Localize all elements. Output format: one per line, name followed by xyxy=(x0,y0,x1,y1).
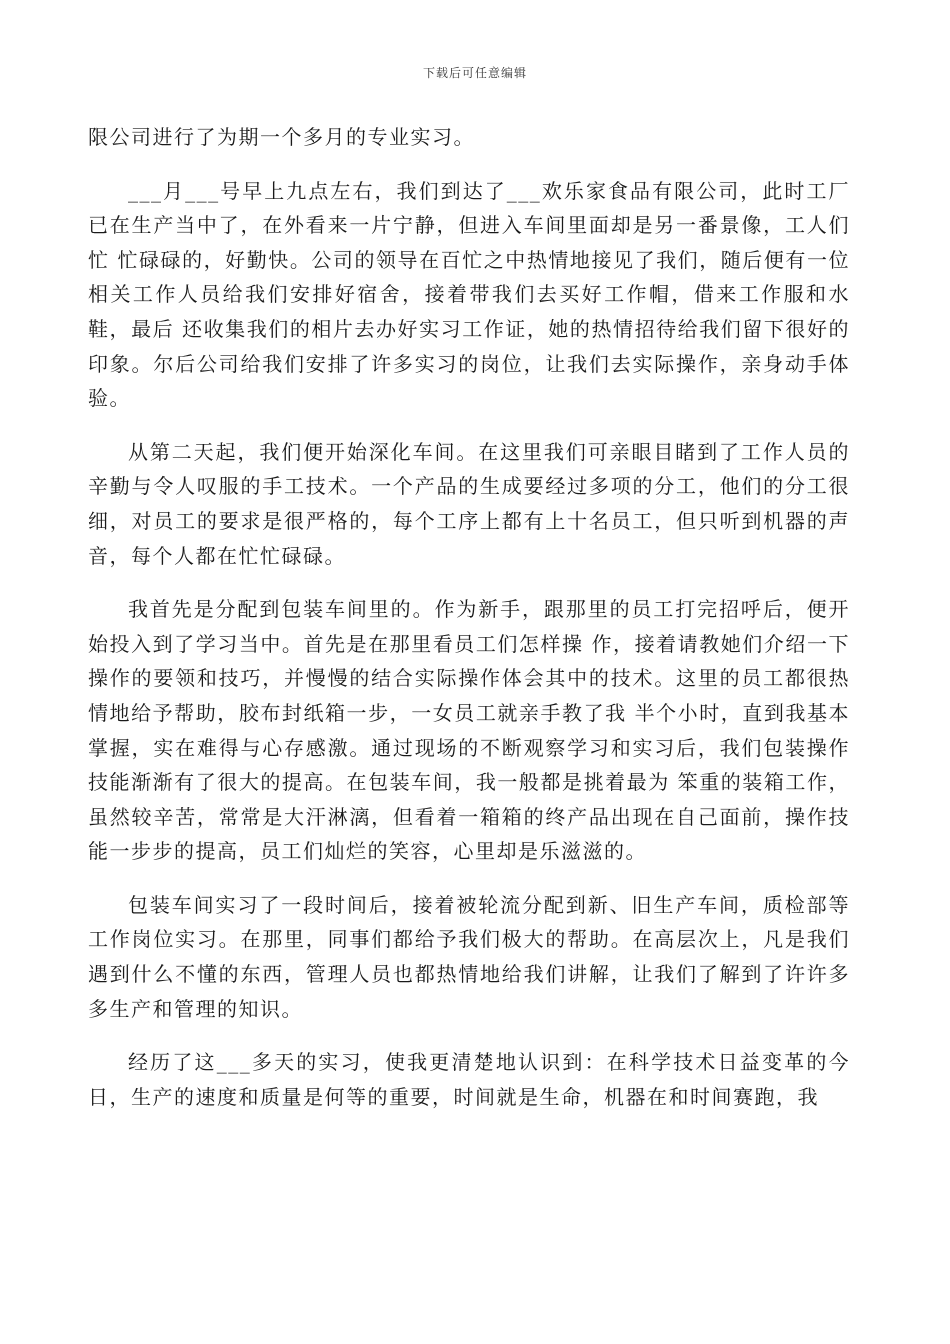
page-header-note: 下载后可任意编辑 xyxy=(422,66,527,80)
document-body xyxy=(88,120,850,1133)
paragraph-arrival: ___月___号早上九点左右，我们到达了___欢乐家食品有限公司，此时工厂已在生产当中了，在外看来一片宁静，但进入车间里面却是另一番景像，工人们忙 忙碌碌的，好勤快。公司的领导在百忙之中热情地接见了我们，随后便有一位相关工作人员给我们安排好宿舍，接着带我们去买好工作帽，借来工作服和水鞋，最后 还收集我们的相片去办好实习工作证，她的热情招待给我们留下很好的印象。尔后公司给我们安排了许多实习的岗位，让我们去实际操作，亲身动手体验。 xyxy=(88,178,850,411)
paragraph-reflection: 经历了这___多天的实习，使我更清楚地认识到：在科学技术日益变革的今日，生产的速度和质量是何等的重要，时间就是生命，机器在和时间赛跑，我 xyxy=(88,1050,850,1109)
paragraph-packaging: 我首先是分配到包装车间里的。作为新手，跟那里的员工打完招呼后，便开始投入到了学习当中。首先是在那里看员工们怎样操 作，接着请教她们介绍一下操作的要领和技巧，并慢慢的结合实际操作体会其中的技术。这里的员工都很热情地给予帮助，胶布封纸箱一步，一女员工就亲手教了我 半个小时，直到我基本掌握，实在难得与心存感激。通过现场的不断观察学习和实习后，我们包装操作技能渐渐有了很大的提高。在包装车间，我一般都是挑着最为 笨重的装箱工作，虽然较辛苦，常常是大汗淋漓，但看着一箱箱的终产品出现在自己面前，操作技能一步步的提高，员工们灿烂的笑容，心里却是乐滋滋的。 xyxy=(88,597,850,864)
paragraph-continuation: 限公司进行了为期一个多月的专业实习。 xyxy=(88,125,475,149)
paragraph-workshop: 从第二天起，我们便开始深化车间。在这里我们可亲眼目睹到了工作人员的辛勤与令人叹服的手工技术。一个产品的生成要经过多项的分工，他们的分工很细，对员工的要求是很严格的，每个工序上都有上十名员工，但只听到机器的声音，每个人都在忙忙碌碌。 xyxy=(88,439,850,568)
paragraph-rotation: 包装车间实习了一段时间后，接着被轮流分配到新、旧生产车间，质检部等工作岗位实习。在那里，同事们都给予我们极大的帮助。在高层次上，凡是我们遇到什么不懂的东西，管理人员也都热情地给我们讲解，让我们了解到了许许多多生产和管理的知识。 xyxy=(88,892,850,1021)
